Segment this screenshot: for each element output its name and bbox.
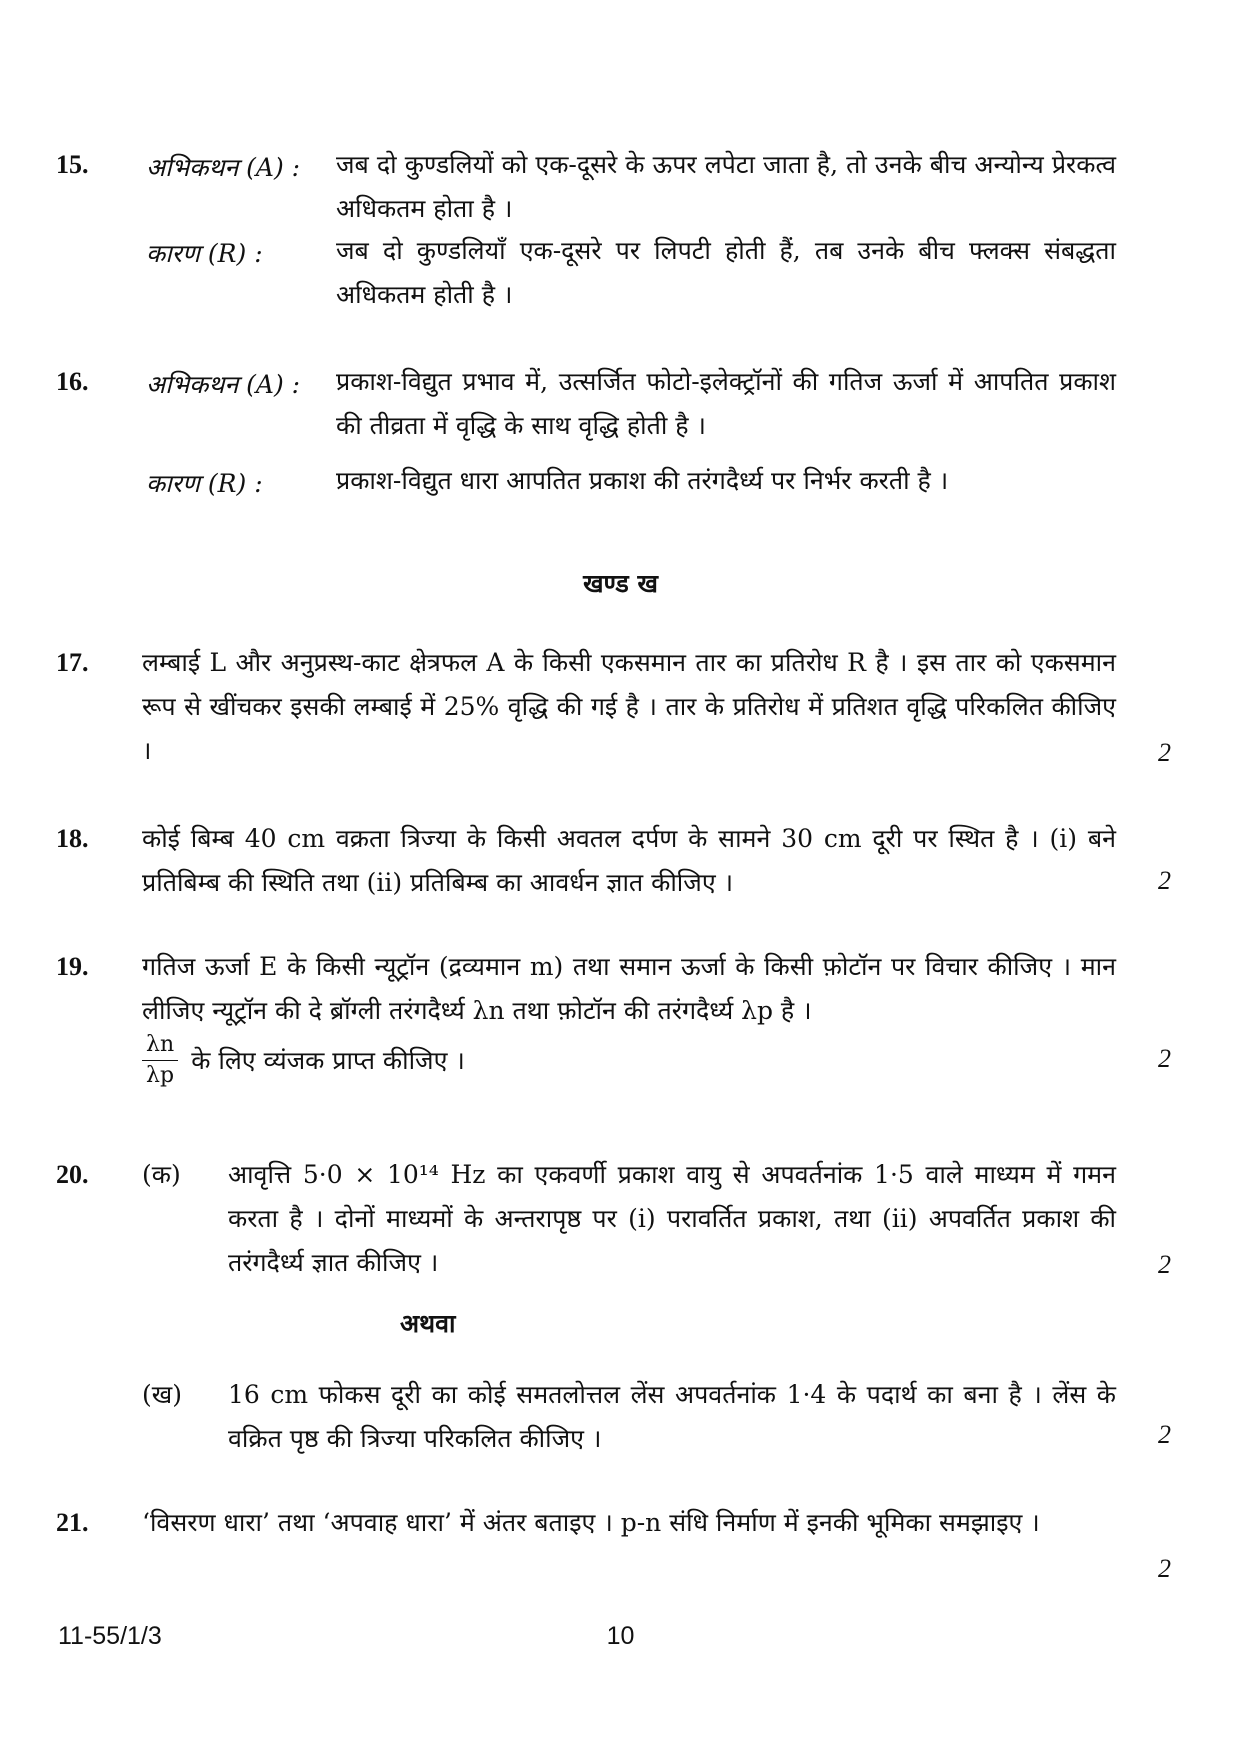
marks: 2 bbox=[1158, 1250, 1171, 1279]
question-text-end: के लिए व्यंजक प्राप्त कीजिए । bbox=[191, 1045, 465, 1075]
question-number: 19. bbox=[56, 952, 89, 981]
question-number: 18. bbox=[56, 824, 89, 853]
assertion-text: प्रकाश-विद्युत प्रभाव में, उत्सर्जित फोटो-इलेक्ट्रॉनों की गतिज ऊर्जा में आपतित प्रकाश की तीव्रता में वृद्धि के साथ वृद्धि होती है । bbox=[336, 367, 1116, 440]
section-title: खण्ड ख bbox=[583, 569, 658, 598]
question-text: कोई बिम्ब 40 cm वक्रता त्रिज्या के किसी अवतल दर्पण के सामने 30 cm दूरी पर स्थित है । (i) बने प्रतिबिम्ब की स्थिति तथा (ii) प्रतिबिम्ब का आवर्धन ज्ञात कीजिए । bbox=[142, 824, 1116, 897]
page-number: 10 bbox=[606, 1622, 635, 1650]
or-label: अथवा bbox=[400, 1309, 456, 1338]
reason-label: कारण (R) : bbox=[146, 239, 263, 268]
assertion-label: अभिकथन (A) : bbox=[146, 370, 301, 399]
assertion-text: जब दो कुण्डलियों को एक-दूसरे के ऊपर लपेटा जाता है, तो उनके बीच अन्योन्य प्रेरकत्व अधिकतम होता है । bbox=[336, 150, 1116, 223]
fraction-numerator: λn bbox=[142, 1030, 178, 1061]
fraction-denominator: λp bbox=[146, 1063, 175, 1088]
wavelength-ratio bbox=[142, 1030, 178, 1091]
question-number: 20. bbox=[56, 1160, 89, 1189]
marks: 2 bbox=[1158, 1554, 1171, 1583]
question-number: 15. bbox=[56, 150, 89, 179]
part-text: 16 cm फोकस दूरी का कोई समतलोत्तल लेंस अपवर्तनांक 1·4 के पदार्थ का बना है । लेंस के वक्रित पृष्ठ की त्रिज्या परिकलित कीजिए । bbox=[228, 1380, 1116, 1453]
question-text: ‘विसरण धारा’ तथा ‘अपवाह धारा’ में अंतर बताइए । p-n संधि निर्माण में इनकी भूमिका समझाइए । bbox=[142, 1508, 1040, 1537]
question-text: गतिज ऊर्जा E के किसी न्यूट्रॉन (द्रव्यमान m) तथा समान ऊर्जा के किसी फ़ोटॉन पर विचार कीजिए । मान लीजिए न्यूट्रॉन की दे ब्रॉग्ली तरंगदैर्ध्य λn तथा फ़ोटॉन की तरंगदैर्ध्य λp है । bbox=[142, 952, 1116, 1025]
reason-text: प्रकाश-विद्युत धारा आपतित प्रकाश की तरंगदैर्ध्य पर निर्भर करती है । bbox=[336, 466, 949, 495]
marks: 2 bbox=[1158, 738, 1171, 767]
part-label: (क) bbox=[142, 1160, 181, 1189]
question-number: 16. bbox=[56, 367, 89, 396]
reason-text: जब दो कुण्डलियाँ एक-दूसरे पर लिपटी होती हैं, तब उनके बीच फ्लक्स संबद्धता अधिकतम होती है । bbox=[336, 236, 1116, 309]
marks: 2 bbox=[1158, 1420, 1171, 1449]
part-text: आवृत्ति 5·0 × 10¹⁴ Hz का एकवर्णी प्रकाश वायु से अपवर्तनांक 1·5 वाले माध्यम में गमन करता है । दोनों माध्यमों के अन्तरापृष्ठ पर (i) परावर्तित प्रकाश, तथा (ii) अपवर्तित प्रकाश की तरंगदैर्ध्य ज्ञात कीजिए । bbox=[228, 1160, 1116, 1277]
marks: 2 bbox=[1158, 866, 1171, 895]
question-number: 17. bbox=[56, 648, 89, 677]
reason-label: कारण (R) : bbox=[146, 469, 263, 498]
question-number: 21. bbox=[56, 1508, 89, 1537]
marks: 2 bbox=[1158, 1044, 1171, 1073]
question-text: लम्बाई L और अनुप्रस्थ-काट क्षेत्रफल A के किसी एकसमान तार का प्रतिरोध R है । इस तार को एकसमान रूप से खींचकर इसकी लम्बाई में 25% वृद्धि की गई है । तार के प्रतिरोध में प्रतिशत वृद्धि परिकलित कीजिए । bbox=[142, 648, 1116, 765]
part-label: (ख) bbox=[142, 1380, 182, 1409]
assertion-label: अभिकथन (A) : bbox=[146, 153, 301, 182]
paper-code: 11-55/1/3 bbox=[58, 1622, 162, 1650]
question-fraction-line bbox=[142, 1030, 465, 1091]
